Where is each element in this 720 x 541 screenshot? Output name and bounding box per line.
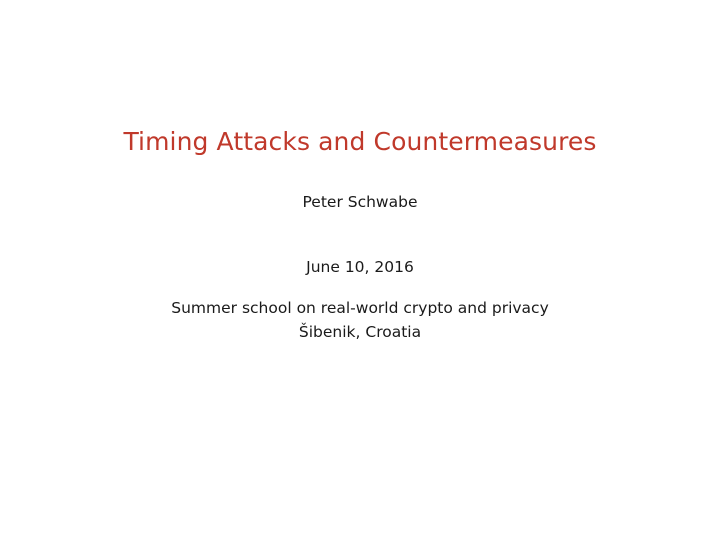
presentation-date: June 10, 2016 <box>306 258 414 276</box>
event-name: Summer school on real-world crypto and privacy <box>171 299 549 317</box>
slide-title: Timing Attacks and Countermeasures <box>123 127 597 156</box>
author-name: Peter Schwabe <box>302 193 418 211</box>
event-location: Šibenik, Croatia <box>298 323 422 341</box>
